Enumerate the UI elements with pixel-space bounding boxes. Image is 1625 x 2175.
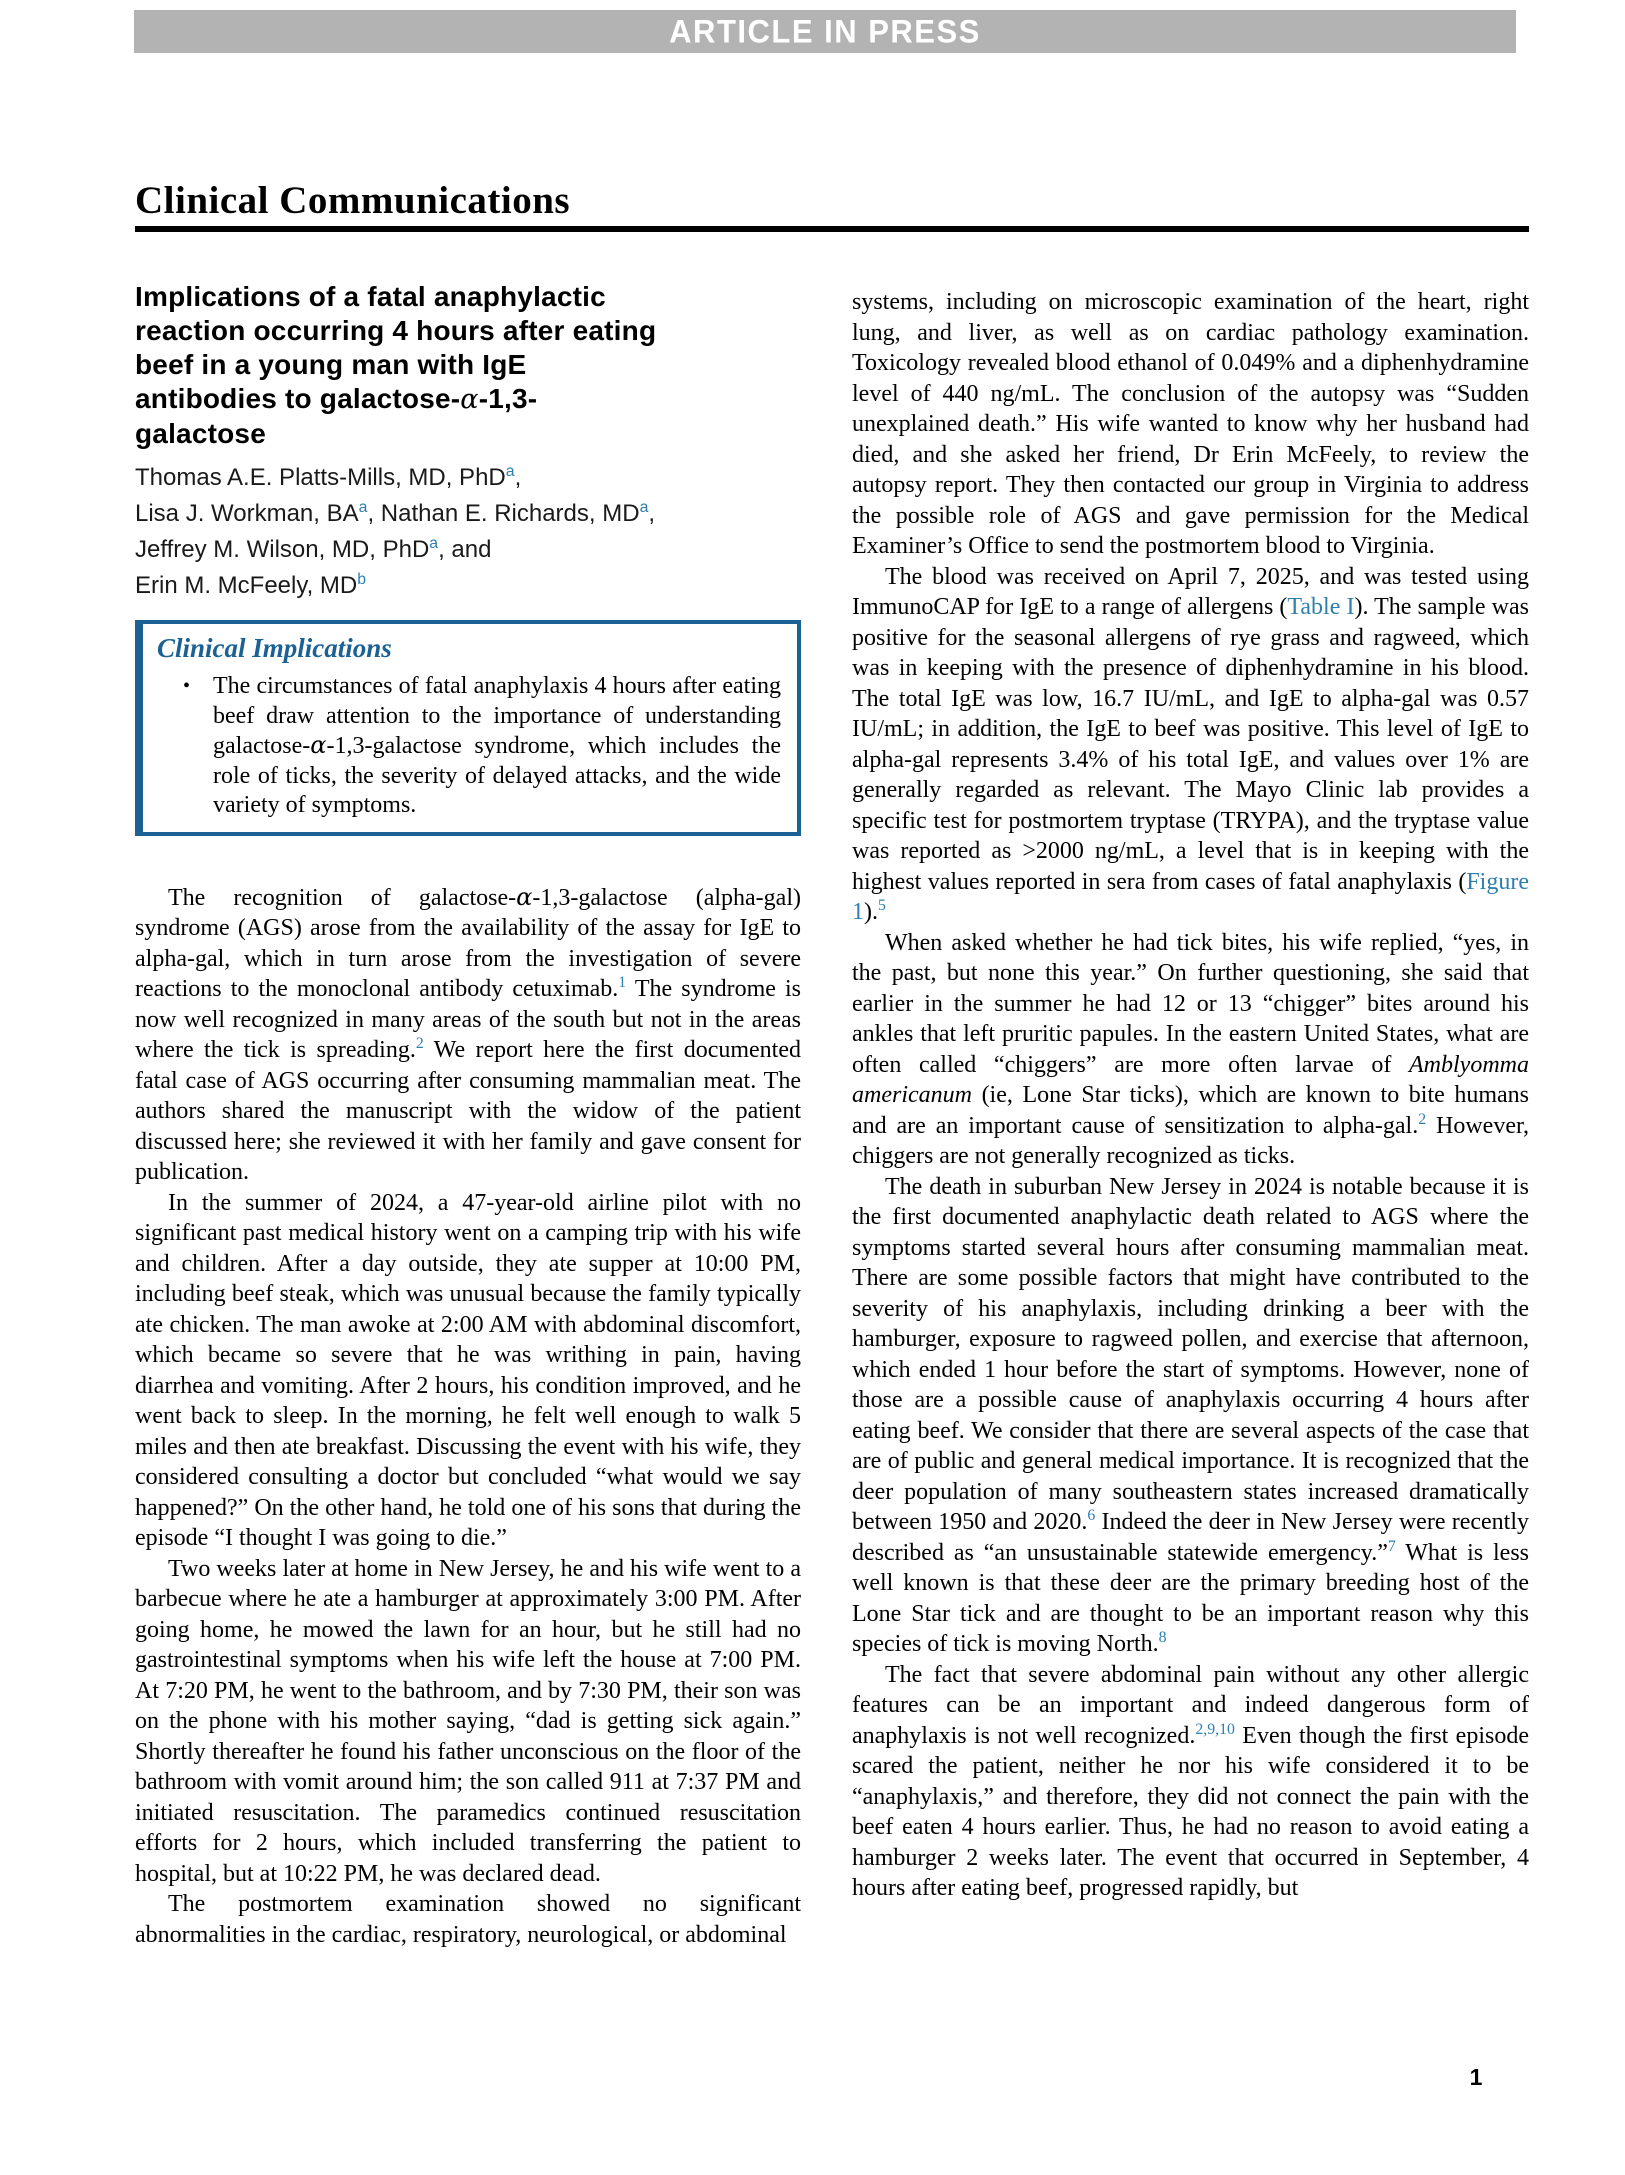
text-run: , and: [438, 536, 492, 563]
author: [135, 460, 801, 496]
page-number: 1: [1469, 2064, 1483, 2090]
citation-ref[interactable]: 2: [415, 1035, 424, 1053]
clinical-implications-box: [135, 620, 801, 836]
text-run: Even though the first episode scared the patient, neither he nor his wife considered it to be “anaphylaxis,” and therefore, they did not connect the pain with the beef eaten 4 hours earlier. Thus, he had no reason to avoid eating a hamburger 2 weeks later. The event that occurred in September, 4 hours after eating beef, progressed rapidly, but: [852, 1722, 1529, 1901]
bullet-marker: •: [183, 675, 191, 697]
author: [135, 568, 801, 604]
text-run: The postmortem examination showed no significant abnormalities in the cardiac, respiratory, neurological, or abdominal: [135, 1891, 801, 1948]
text-run: ).: [864, 899, 878, 925]
text-run: However, chiggers are not generally recognized as ticks.: [852, 1112, 1530, 1169]
text-run: We report here the first documented fatal case of AGS occurring after consuming mammalian meat. The authors shared the manuscript with the widow of the patient discussed here; she reviewed it with her family and gave consent for publication.: [135, 1037, 802, 1185]
text-run: reaction occurring 4 hours after eating: [135, 315, 657, 346]
greek-alpha: α: [516, 882, 533, 911]
author: [135, 532, 801, 568]
implication-item: [157, 672, 781, 821]
text-run: galactose: [135, 418, 266, 449]
cross-reference-link[interactable]: Figure 1: [852, 868, 1529, 925]
text-run: Indeed the deer in New Jersey were recently described as “an unsustainable statewide emergency.”: [852, 1509, 1529, 1566]
text-run: Erin M. McFeely, MD: [135, 572, 358, 599]
text-run: ). The sample was positive for the seasonal allergens of rye grass and ragweed, which was in keeping with the presence of diphenhydramine in his blood. The total IgE was low, 16.7 IU/mL, and IgE to alpha-gal was 0.57 IU/mL; in addition, the IgE to beef was positive. This level of IgE to alpha-gal represents 3.4% of his total IgE, and values over 1% are generally regarded as relevant. The Mayo Clinic lab provides a specific test for postmortem tryptase (TRYPA), and the tryptase value was reported as >2000 ng/mL, a level that is in keeping with the highest values reported in sera from cases of fatal anaphylaxis (: [852, 594, 1529, 895]
text-run: (ie, Lone Star ticks), which are known to bite humans and are an important cause of sensitization to alpha-gal.: [852, 1082, 1529, 1139]
text-run: ,: [514, 464, 522, 491]
citation-ref[interactable]: a: [639, 499, 649, 517]
clinical-implications-title: Clinical Implications: [157, 633, 392, 663]
banner-label: ARTICLE IN PRESS: [669, 12, 981, 50]
body-paragraph: [852, 928, 1529, 1172]
text-run: What is less well known is that these deer are the primary breeding host of the Lone Star tick and are thought to be an important reason why this species of tick is moving North.: [852, 1539, 1529, 1657]
text-run: The death in suburban New Jersey in 2024 is notable because it is the first documented anaphylactic death related to AGS where the symptoms started several hours after consuming mammalian meat. There are some possible factors that might have contributed to the severity of his anaphylaxis, including drinking a beer with the hamburger, exposure to ragweed pollen, and exercise that afternoon, which ended 1 hour before the start of symptoms. However, none of those are a possible cause of anaphylaxis occurring 4 hours after eating beef. We consider that there are several aspects of the case that are of public and general medical importance. It is recognized that the deer population of many southeastern states increased dramatically between 1950 and 2020.: [852, 1173, 1529, 1535]
clinical-implications-list: [157, 672, 781, 821]
text-run: In the summer of 2024, a 47-year-old airline pilot with no significant past medical history went on a camping trip with his wife and children. After a day outside, they ate supper at 10:00 PM, including beef steak, which was unusual because the family typically ate chicken. The man awoke at 2:00 AM with abdominal discomfort, which became so severe that he was writhing in pain, having diarrhea and vomiting. After 2 hours, his condition improved, and he went back to sleep. In the morning, he felt well enough to walk 5 miles and then ate breakfast. Discussing the event with his wife, they considered consulting a doctor but concluded “what would we say happened?” On the other hand, he told one of his sons that during the episode “I thought I was going to die.”: [135, 1189, 801, 1551]
left-column: [135, 280, 801, 1950]
text-run: -1,3-galactose syndrome, which includes the role of ticks, the severity of delayed attacks, and the wide variety of symptoms.: [213, 733, 781, 818]
text-run: Thomas A.E. Platts-Mills, MD, PhD: [135, 464, 506, 491]
citation-ref[interactable]: 1: [618, 974, 627, 992]
right-column-text: [852, 287, 1529, 1904]
body-paragraph: [852, 287, 1529, 562]
text-run: The blood was received on April 7, 2025, and was tested using ImmunoCAP for IgE to a range of allergens (: [852, 563, 1529, 620]
section-rule: [135, 226, 1529, 232]
citation-ref[interactable]: 5: [878, 897, 886, 915]
text-run: Jeffrey M. Wilson, MD, PhD: [135, 536, 430, 563]
citation-ref[interactable]: b: [357, 571, 367, 589]
body-paragraph: [135, 1554, 801, 1890]
text-run: When asked whether he had tick bites, his wife replied, “yes, in the past, but none this year.” On further questioning, she said that earlier in the summer he had 12 or 13 “chigger” bites around his ankles that left pruritic papules. In the eastern United States, what are often called “chiggers” are more often larvae of: [852, 929, 1529, 1078]
text-run: antibodies to galactose-: [135, 383, 461, 414]
section-title: Clinical Communications: [135, 179, 571, 222]
article-in-press-banner: [134, 10, 1516, 53]
citation-ref[interactable]: 8: [1158, 1629, 1167, 1647]
text-run: Two weeks later at home in New Jersey, he and his wife went to a barbecue where he ate a hamburger at approximately 3:00 PM. After going home, he mowed the lawn for an hour, but he still had no gastrointestinal symptoms when his wife left the house at 7:00 PM. At 7:20 PM, he went to the bathroom, and by 7:30 PM, their son was on the phone with his mother saying, “dad is getting sick again.” Shortly thereafter he found his father unconscious on the floor of the bathroom with vomit around him; the son called 911 at 7:37 PM and initiated resuscitation. The paramedics continued resuscitation efforts for 2 hours, which included transferring the patient to hospital, but at 10:22 PM, he was declared dead.: [135, 1555, 801, 1887]
body-paragraph: [135, 1889, 801, 1950]
citation-ref[interactable]: 2,9,10: [1195, 1720, 1235, 1738]
citation-ref[interactable]: 2: [1418, 1110, 1427, 1128]
citation-ref[interactable]: a: [429, 535, 439, 553]
text-run: Lisa J. Workman, BA: [135, 500, 359, 527]
text-run: The recognition of galactose-: [168, 884, 517, 911]
author: [135, 496, 801, 532]
right-column: [852, 287, 1529, 1904]
italic-text-run: Amblyomma americanum: [852, 1051, 1529, 1108]
citation-ref[interactable]: 7: [1387, 1537, 1396, 1555]
greek-alpha: α: [460, 384, 479, 415]
citation-ref[interactable]: 6: [1087, 1507, 1096, 1525]
text-run: , Nathan E. Richards, MD: [367, 500, 640, 527]
body-paragraph: [135, 1188, 801, 1554]
text-run: systems, including on microscopic examination of the heart, right lung, and liver, as well as on cardiac pathology examination. Toxicology revealed blood ethanol of 0.049% and a diphenhydramine level of 440 ng/mL. The conclusion of the autopsy was “Sudden unexplained death.” His wife wanted to know why her husband had died, and she asked her friend, Dr Erin McFeely, to review the autopsy report. They then contacted our group in Virginia to address the possible role of AGS and gave permission for the Medical Examiner’s Office to send the postmortem blood to Virginia.: [852, 289, 1529, 559]
text-run: ,: [648, 500, 656, 527]
cross-reference-link[interactable]: Table I: [1287, 594, 1355, 620]
citation-ref[interactable]: a: [358, 499, 368, 517]
left-column-text: [135, 882, 801, 1951]
text-run: beef in a young man with IgE: [135, 349, 527, 380]
article-title: [135, 280, 695, 451]
greek-alpha: α: [310, 731, 327, 759]
body-paragraph: [852, 562, 1529, 928]
text-run: The fact that severe abdominal pain without any other allergic features can be an important and indeed dangerous form of anaphylaxis is not well recognized.: [852, 1661, 1529, 1749]
author-list: [135, 460, 801, 604]
text-run: The circumstances of fatal anaphylaxis 4 hours after eating beef draw attention to the importance of understanding galactose-: [213, 673, 781, 759]
text-run: -1,3-: [478, 383, 538, 414]
text-run: -1,3-galactose (alpha-gal) syndrome (AGS) arose from the availability of the assay for IgE to alpha-gal, which in turn arose from the investigation of severe reactions to the monoclonal antibody cetuximab.: [135, 884, 801, 1002]
citation-ref[interactable]: a: [505, 463, 515, 481]
body-paragraph: [852, 1172, 1529, 1660]
body-paragraph: [852, 1660, 1529, 1904]
text-run: Implications of a fatal anaphylactic: [135, 281, 606, 312]
body-paragraph: [135, 882, 801, 1188]
text-run: The syndrome is now well recognized in many areas of the south but not in the areas where the tick is spreading.: [135, 976, 801, 1063]
implication-text: [213, 672, 781, 821]
